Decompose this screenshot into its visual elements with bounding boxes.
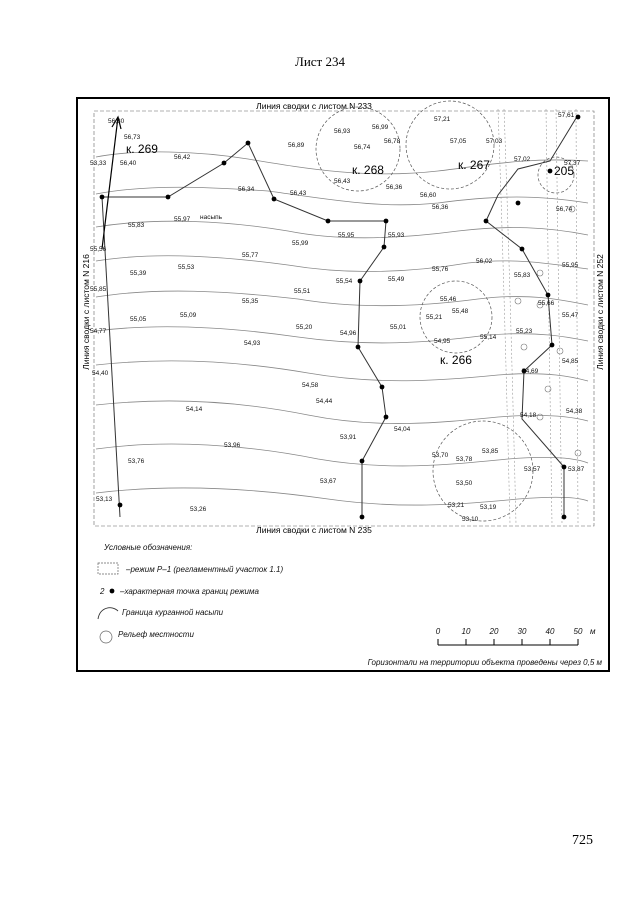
elevation-label: 56,36 xyxy=(432,204,449,211)
elevation-label: 53,70 xyxy=(432,452,449,459)
scale-tick-label: 50 xyxy=(573,627,583,636)
scale-bar xyxy=(436,627,596,645)
map-frame xyxy=(76,97,610,672)
elevation-label: 53,96 xyxy=(224,442,241,449)
elevation-label: 55,56 xyxy=(90,246,107,253)
elevation-label: 57,03 xyxy=(486,138,503,145)
edge-label-top: Линия сводки с листом N 233 xyxy=(256,101,372,111)
kurgan-label-269: к. 269 xyxy=(126,142,158,156)
elevation-label: 56,78 xyxy=(384,138,401,145)
elevation-label: 55,14 xyxy=(480,334,497,341)
elevation-label: 53,78 xyxy=(456,456,473,463)
elevation-label: 55,49 xyxy=(388,276,405,283)
kurgan-label-268: к. 268 xyxy=(352,163,384,177)
elevation-label: 57,05 xyxy=(450,138,467,145)
zone-frame xyxy=(94,111,594,526)
relief-swatch xyxy=(100,631,112,643)
elevation-label: 55,54 xyxy=(336,278,353,285)
edge-label-left: Линия сводки с листом N 216 xyxy=(81,254,91,370)
elevation-label: 57,61 xyxy=(558,112,575,119)
contour-lines xyxy=(96,152,588,505)
elevation-label: 54,85 xyxy=(562,358,579,365)
zone-swatch xyxy=(98,563,118,574)
elevation-label: 54,44 xyxy=(316,398,333,405)
elevation-label: 56,40 xyxy=(120,160,137,167)
edge-label-right: Линия сводки с листом N 252 xyxy=(595,254,605,370)
elevation-label: 55,85 xyxy=(90,286,107,293)
elevation-label: 54,69 xyxy=(522,368,539,375)
legend-point: –характерная точка границ режима xyxy=(120,587,259,596)
scale-tick-label: 20 xyxy=(489,627,499,636)
elevation-label: 55,47 xyxy=(562,312,579,319)
elevation-label: 56,74 xyxy=(556,206,573,213)
elevation-label: 53,76 xyxy=(128,458,145,465)
elevation-label: 56,43 xyxy=(334,178,351,185)
elevation-label: 57,37 xyxy=(564,160,581,167)
legend-relief: Рельеф местности xyxy=(118,630,194,639)
elevation-label: 54,40 xyxy=(92,370,109,377)
elevation-label: 54,04 xyxy=(394,426,411,433)
elevation-label: 55,23 xyxy=(516,328,533,335)
scale-tick-label: 10 xyxy=(461,627,471,636)
scale-tick-label: 0 xyxy=(435,627,441,636)
elevation-label: 53,33 xyxy=(90,160,107,167)
elevation-label: 55,93 xyxy=(388,232,405,239)
elevation-label: 53,85 xyxy=(482,448,499,455)
mound-mark: насыпь xyxy=(200,214,223,221)
elevation-label: 55,21 xyxy=(426,314,443,321)
elevation-label: 57,02 xyxy=(514,156,531,163)
kurgan-boundary-swatch xyxy=(98,608,118,619)
scale-unit: м xyxy=(590,627,596,636)
contour-note: Горизонтали на территории объекта проведены через 0,5 м xyxy=(367,658,602,667)
kurgan-label-205: 205 xyxy=(554,164,575,178)
elevation-label: 56,89 xyxy=(288,142,305,149)
sheet-title: Лист 234 xyxy=(295,54,345,69)
elevation-label: 53,87 xyxy=(568,466,585,473)
elevation-label: 54,77 xyxy=(90,328,107,335)
elevation-label: 53,57 xyxy=(524,466,541,473)
elevation-label: 55,66 xyxy=(538,300,555,307)
elevation-label: 56,42 xyxy=(174,154,191,161)
legend-title: Условные обозначения: xyxy=(104,543,193,552)
elevation-label: 54,38 xyxy=(566,408,583,415)
elevation-label: 53,10 xyxy=(462,516,479,523)
site-plan xyxy=(78,99,612,674)
north-arrow xyxy=(102,117,121,249)
elevation-label: 53,13 xyxy=(96,496,113,503)
elevation-label: 55,77 xyxy=(242,252,259,259)
kurgan-label-266: к. 266 xyxy=(440,353,472,367)
elevation-label: 53,19 xyxy=(480,504,497,511)
elevation-label: 56,43 xyxy=(290,190,307,197)
page-number: 725 xyxy=(572,833,593,848)
elevation-label: 56,60 xyxy=(420,192,437,199)
scale-tick-label: 40 xyxy=(545,627,555,636)
elevation-label: 55,99 xyxy=(292,240,309,247)
edge-label-bottom: Линия сводки с листом N 235 xyxy=(256,525,372,535)
elevation-label: 55,35 xyxy=(242,298,259,305)
elevation-label: 55,95 xyxy=(562,262,579,269)
elevation-label: 56,80 xyxy=(108,118,125,125)
elevation-label: 55,20 xyxy=(296,324,313,331)
elevation-label: 56,74 xyxy=(354,144,371,151)
elevation-label: 54,14 xyxy=(186,406,203,413)
elevation-label: 55,83 xyxy=(514,272,531,279)
elevation-label: 53,91 xyxy=(340,434,357,441)
elevation-label: 55,05 xyxy=(130,316,147,323)
elevation-label: 53,67 xyxy=(320,478,337,485)
elevation-label: 55,53 xyxy=(178,264,195,271)
elevation-label: 56,34 xyxy=(238,186,255,193)
point-swatch xyxy=(110,589,115,594)
legend-kurgan-boundary: Граница курганной насыпи xyxy=(122,608,224,617)
elevation-label: 54,58 xyxy=(302,382,319,389)
regime-boundary xyxy=(102,115,578,517)
elevation-label: 53,50 xyxy=(456,480,473,487)
elevation-label: 56,02 xyxy=(476,258,493,265)
elevation-label: 56,73 xyxy=(124,134,141,141)
legend-zone: –режим Р–1 (регламентный участок 1.1) xyxy=(126,565,284,574)
elevation-label: 55,46 xyxy=(440,296,457,303)
legend-point-number: 2 xyxy=(100,587,105,596)
elevation-label: 55,01 xyxy=(390,324,407,331)
elevation-label: 55,76 xyxy=(432,266,449,273)
elevation-label: 54,96 xyxy=(340,330,357,337)
elevation-label: 53,21 xyxy=(448,502,465,509)
elevation-label: 56,36 xyxy=(386,184,403,191)
elevation-label: 56,99 xyxy=(372,124,389,131)
scale-tick-label: 30 xyxy=(517,627,527,636)
elevation-label: 55,39 xyxy=(130,270,147,277)
elevation-label: 55,09 xyxy=(180,312,197,319)
elevation-label: 54,18 xyxy=(520,412,537,419)
elevation-label: 57,21 xyxy=(434,116,451,123)
legend xyxy=(98,543,283,643)
elevation-label: 55,51 xyxy=(294,288,311,295)
kurgan-label-267: к. 267 xyxy=(458,158,490,172)
elevation-label: 53,26 xyxy=(190,506,207,513)
elevation-label: 55,95 xyxy=(338,232,355,239)
elevation-label: 54,93 xyxy=(244,340,261,347)
elevation-label: 55,97 xyxy=(174,216,191,223)
elevation-label: 55,83 xyxy=(128,222,145,229)
elevation-label: 56,93 xyxy=(334,128,351,135)
elevation-label: 54,95 xyxy=(434,338,451,345)
elevation-label: 55,48 xyxy=(452,308,469,315)
